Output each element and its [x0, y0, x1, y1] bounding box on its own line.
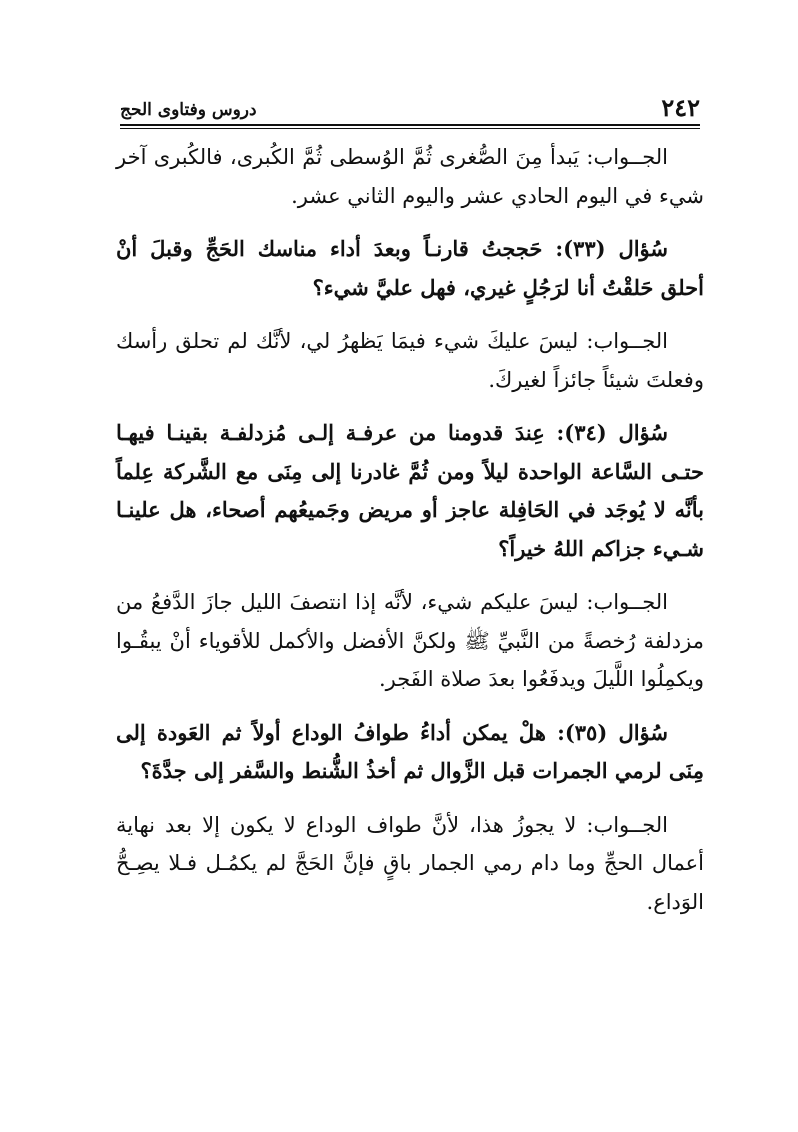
question-paragraph: [116, 714, 704, 791]
question-label: سُؤال (٣٣):: [555, 236, 668, 261]
answer-label: الجــواب:: [586, 145, 668, 169]
answer-paragraph: [116, 322, 704, 399]
answer-label: الجــواب:: [586, 590, 668, 614]
page-number: ٢٤٢: [661, 93, 700, 122]
question-text: هلْ يمكن أداءُ طوافُ الوداع أولاً ثم العَودة إلى مِنَى لرمي الجمرات قبل الزَّوال ثم أخذُ الشُّنط والسَّفر إلى جدَّةَ؟: [116, 719, 704, 783]
question-text: حَججتُ قارنـاً وبعدَ أداء مناسك الحَجِّ وقبلَ أنْ أحلق حَلقْتُ أنا لرَجُلٍ غيري، فهل عليَّ شيء؟: [116, 236, 704, 300]
answer-text: ليسَ عليكَ شيء فيمَا يَظهرُ لي، لأنَّك لم تحلق رأسك وفعلتَ شيئاً جائزاً لغيركَ.: [116, 329, 704, 392]
question-label: سُؤال (٣٥):: [557, 719, 668, 745]
question-text: عِندَ قدومنا من عرفـة إلـى مُزدلفـة بقينـا فيهـا حتـى السَّاعة الواحدة ليلاً ومن ثُمَّ غادرنا إلى مِنَى مع الشَّركة عِلماً بأنَّه لا يُوجَد في الحَافِلة عاجز أو مريض وجَميعُهم أصحاء، هل علينـا شـيء جزاكم اللهُ خيراً؟: [116, 420, 704, 561]
question-paragraph: [116, 230, 704, 307]
header-rule-thin: [120, 128, 700, 129]
answer-label: الجــواب:: [586, 812, 668, 837]
answer-label: الجــواب:: [586, 329, 668, 353]
answer-paragraph: [116, 583, 704, 699]
question-paragraph: [116, 414, 704, 568]
answer-text: لا يجوزُ هذا، لأنَّ طواف الوداع لا يكون إلا بعد نهاية أعمال الحجِّ وما دام رمي الجمار باقٍ فإنَّ الحَجَّ لم يكمُـل فـلا يصِـحُّ الوَداع.: [116, 812, 704, 914]
header-rule: [120, 124, 700, 126]
page-body: [116, 138, 704, 936]
answer-text: يَبدأ مِنَ الصُّغرى ثُمَّ الوُسطى ثُمَّ الكُبرى، فالكُبرى آخر شيء في اليوم الحادي عشر واليوم الثاني عشر.: [116, 145, 704, 208]
answer-paragraph: [116, 138, 704, 215]
page-header: [120, 92, 700, 122]
question-label: سُؤال (٣٤):: [556, 420, 668, 445]
answer-paragraph: [116, 806, 704, 922]
answer-text: ليسَ عليكم شيء، لأنَّه إذا انتصفَ الليل جازَ الدَّفعُ من مزدلفة رُخصةً من النَّبيِّ ﷺ ولكنَّ الأفضل والأكمل للأقوياء أنْ يبقُـوا ويكمِلُوا اللَّيلَ ويدفَعُوا بعدَ صلاة الفَجر.: [116, 590, 704, 691]
running-title: دروس وفتاوى الحج: [120, 100, 257, 120]
